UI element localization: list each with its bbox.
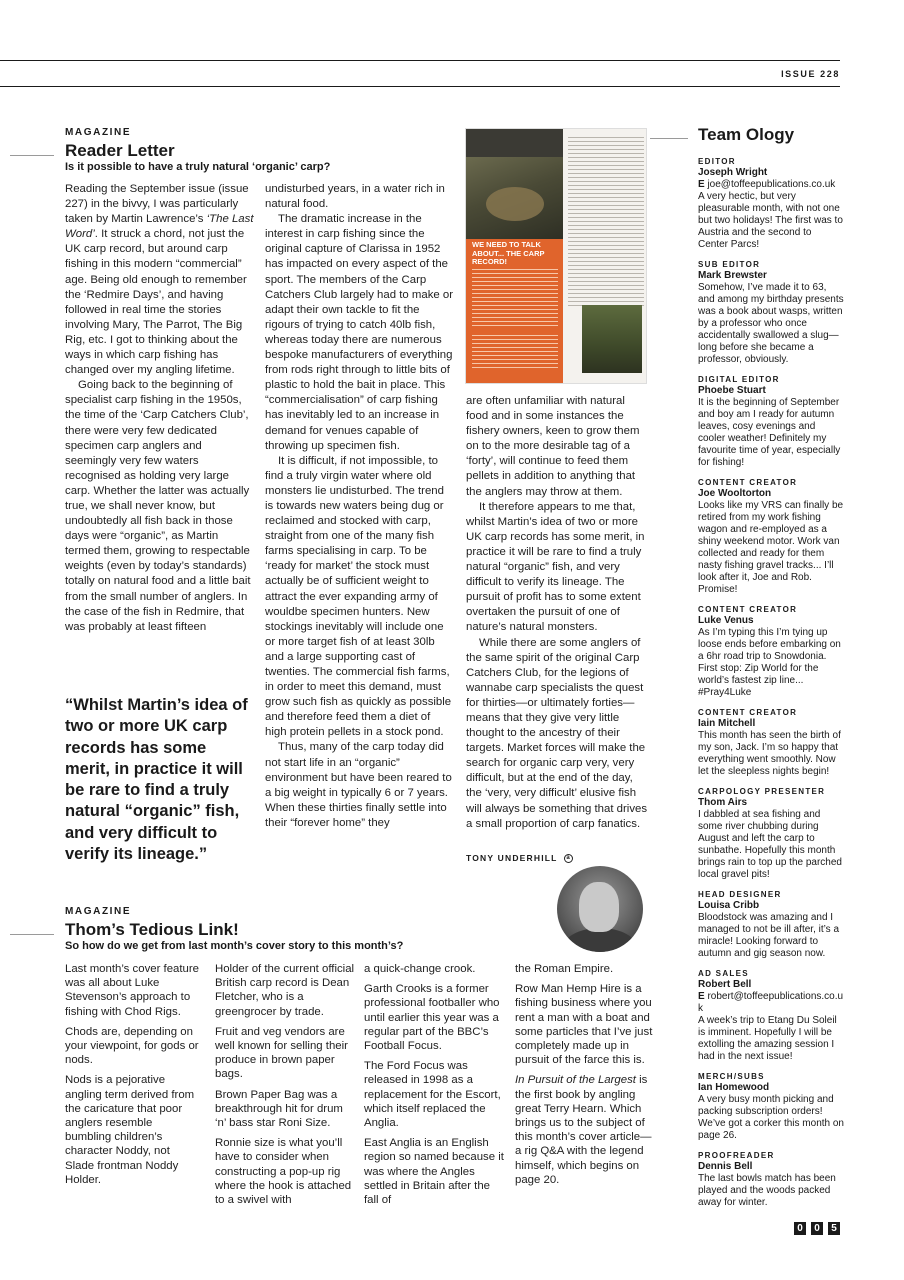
member-role: CONTENT CREATOR bbox=[698, 605, 798, 614]
thumbnail-header-bar bbox=[466, 129, 563, 157]
member-name: Joseph Wright bbox=[698, 167, 768, 178]
team-member bbox=[698, 604, 844, 699]
link-paragraph: Row Man Hemp Hire is a fishing business where you rent a man with a boat and some particles that I’ve just completely made up in pursuit of the farce this is. bbox=[515, 983, 653, 1067]
team-member bbox=[698, 477, 844, 596]
link-column-2 bbox=[215, 962, 355, 1213]
thumbnail-intro-text bbox=[472, 269, 558, 329]
reader-letter-column-1 bbox=[65, 182, 255, 635]
link-paragraph: Ronnie size is what you’ll have to consider when constructing a pop-up rig where the hook is attached to a swivel with bbox=[215, 1137, 352, 1207]
page-digit: 0 bbox=[794, 1222, 806, 1235]
pull-quote: “Whilst Martin’s idea of two or more UK carp records has some merit, in practice it will be rare to find a truly natural “organic” fish, and very difficult to verify its lineage.” bbox=[65, 696, 248, 864]
thumbnail-angler-photo bbox=[582, 305, 642, 373]
link-column-4 bbox=[515, 962, 653, 1193]
member-role: EDITOR bbox=[698, 157, 736, 166]
link-paragraph: Last month’s cover feature was all about Luke Stevenson’s approach to fishing with Chod Rigs. bbox=[65, 963, 200, 1018]
team-title: Team Ology bbox=[698, 125, 795, 144]
issue-number: ISSUE 228 bbox=[781, 69, 840, 79]
link-paragraph: Nods is a pejorative angling term derived from the caricature that poor anglers resemble bumbling children’s character Noddy, not Slade frontman Noddy Holder. bbox=[65, 1074, 195, 1186]
team-member bbox=[698, 259, 844, 366]
body-paragraph: Reading the September issue (issue 227) in the bivvy, I was particularly taken by Martin Lawrence’s ‘The Last Word’. It struck a chord, not just the UK carp record, but around carp fishing in this modern “commercial” age. Being old enough to remember the ‘Redmire Days’, and having followed in real time the stories involving Mary, The Parrot, The Big Rig, etc. I got to thinking about the ways in which carp fishing has changed over my angling lifetime. bbox=[65, 183, 254, 377]
link-column-3 bbox=[364, 962, 506, 1213]
member-bio: I dabbled at sea fishing and some river chubbing during August and left the carp to sunbathe. Hopefully this month brings rain to top up the parched local gravel pits! bbox=[698, 809, 842, 880]
section-marker-rule bbox=[10, 155, 54, 156]
link-kicker: MAGAZINE bbox=[65, 906, 132, 917]
link-paragraph: Chods are, depending on your viewpoint, for gods or nods. bbox=[65, 1025, 199, 1067]
thumbnail-body-text bbox=[472, 335, 558, 371]
member-name: Phoebe Stuart bbox=[698, 385, 766, 396]
body-paragraph: Going back to the beginning of specialist carp fishing in the 1950s, the time of the ‘Carp Catchers Club’, there were very few dedicated specimen carp anglers and seemingly very few waters recognised as holding very large carp. Whether the latter was actually true, we shall never know, but undoubtedly all fish back in those days were “organic”, as Martin termed them, growing to respectable weights (even by today’s standards) totally on natural food and a little bait from the small number of anglers. In the case of the fish in Redmire, that was probably at least fifteen bbox=[65, 379, 251, 633]
member-name: Dennis Bell bbox=[698, 1161, 753, 1172]
team-member bbox=[698, 786, 844, 881]
member-role: PROOFREADER bbox=[698, 1151, 775, 1160]
member-name: Thom Airs bbox=[698, 797, 748, 808]
thumbnail-pointer-rule bbox=[650, 138, 688, 139]
team-member bbox=[698, 968, 844, 1063]
reader-letter-standfirst: Is it possible to have a truly natural ‘organic’ carp? bbox=[65, 161, 331, 173]
member-bio: This month has seen the birth of my son, Jack. I’m so happy that everything went smoothly. Now let the sleepless nights begin! bbox=[698, 730, 841, 777]
member-role: CARPOLOGY PRESENTER bbox=[698, 787, 826, 796]
link-paragraph: East Anglia is an English region so named because it was where the Angles settled in Britain after the fall of bbox=[364, 1137, 504, 1207]
member-bio: It is the beginning of September and boy am I ready for autumn leaves, cosy evenings and cooler weather! Definitely my favourite time of year, especially for fishing! bbox=[698, 397, 841, 468]
member-name: Iain Mitchell bbox=[698, 718, 756, 729]
reader-letter-kicker: MAGAZINE bbox=[65, 127, 132, 138]
link-column-1 bbox=[65, 962, 200, 1193]
body-paragraph: It therefore appears to me that, whilst Martin’s idea of two or more UK carp records has some merit, in practice it will be rare to find a truly natural “organic” fish, and very difficult to verify its lineage. The pursuit of profit has to some extent overtaken the pursuit of one of nature’s natural monsters. bbox=[466, 500, 645, 634]
team-member bbox=[698, 1150, 844, 1209]
member-bio: A very busy month picking and packing subscription orders! We’ve got a corker this month on page 26. bbox=[698, 1094, 844, 1141]
page-number bbox=[794, 1222, 840, 1235]
member-name: Mark Brewster bbox=[698, 270, 767, 281]
link-title: Thom’s Tedious Link! bbox=[65, 920, 239, 939]
link-paragraph: Holder of the current official British carp record is Dean Fletcher, who is a greengrocer by trade. bbox=[215, 963, 355, 1018]
member-bio: Bloodstock was amazing and I managed to not be ill after, it’s a miracle! Looking forward to autumn and gig season now. bbox=[698, 912, 840, 959]
link-paragraph: the Roman Empire. bbox=[515, 963, 614, 975]
link-paragraph: The Ford Focus was released in 1998 as a replacement for the Escort, which itself replaced the Anglia. bbox=[364, 1060, 501, 1130]
byline: TONY UNDERHILL a bbox=[466, 853, 573, 863]
page-digit: 0 bbox=[811, 1222, 823, 1235]
member-name: Ian Homewood bbox=[698, 1082, 770, 1093]
member-bio: A very hectic, but very pleasurable month, with not one but two holidays! The first was to Austria and the second to Center Parcs! bbox=[698, 191, 843, 250]
avatar-face bbox=[579, 882, 619, 932]
member-name: Luke Venus bbox=[698, 615, 754, 626]
reader-letter-column-2 bbox=[265, 182, 454, 831]
body-paragraph: undisturbed years, in a water rich in natural food. bbox=[265, 183, 445, 211]
member-bio: Somehow, I’ve made it to 63, and among my birthday presents was a book about wasps, written by a professor who once accidentally swallowed a slug—long before she became a professor, obviously. bbox=[698, 282, 844, 365]
body-paragraph: It is difficult, if not impossible, to find a truly virgin water where old monsters lie undisturbed. The trend is towards new waters being dug or reclaimed and stocked with carp, straight from one of the many fish farms specialising in carp. To be ‘ready for market’ the stock must actually be of sufficient weight to attract the ever expanding army of wouldbe specimen hunters. New stockings inevitably will include one or more target fish of at least 30lb and a large supporting cast of twenties. The commercial fish farms, in order to meet this demand, must grow such fish as quickly as possible and therefore feed them a diet of high protein pellets in a stock pond. bbox=[265, 454, 452, 739]
member-bio: A week’s trip to Etang Du Soleil is imminent. Hopefully I will be extolling the amazing session I had in the next issue! bbox=[698, 1015, 837, 1062]
team-list bbox=[698, 156, 844, 1217]
body-paragraph: While there are some anglers of the same spirit of the original Carp Catchers Club, for the legions of wannabe carp specialists the quest for thirties—or ultimately forties—means that they give very little thought to the ancestry of their targets. Market forces will make the search for organic carp very, very difficult, but at the end of the day, the ‘very, very difficult’ elusive fish will always be something that drives a small proportion of carp fanatics. bbox=[466, 636, 648, 830]
member-name: Joe Wooltorton bbox=[698, 488, 772, 499]
thumbnail-carp-photo bbox=[466, 157, 563, 239]
member-role: MERCH/SUBS bbox=[698, 1072, 765, 1081]
body-paragraph: The dramatic increase in the interest in carp fishing since the original capture of Clarissa in 1952 has impacted on every aspect of the sport. The members of the Carp Catchers Club largely had to make or adapt their own tackle to fit the rigours of trying to catch 40lb fish, whereas today there are numerous bespoke manufacturers of everything from rods right through to little bits of plastic to hold the bait in place. This “commercialisation” of carp fishing has inevitably led to an increase in demand for venues capable of throwing up specimen fish. bbox=[265, 213, 454, 452]
author-avatar bbox=[557, 866, 643, 952]
section-marker-rule bbox=[10, 934, 54, 935]
member-bio: The last bowls match has been played and the woods packed away for winter. bbox=[698, 1173, 836, 1208]
member-role: DIGITAL EDITOR bbox=[698, 375, 780, 384]
thumbnail-column-text bbox=[568, 137, 644, 307]
team-member bbox=[698, 156, 844, 251]
link-paragraph: In Pursuit of the Largest is the first book by angling great Terry Hearn. Which brings us to the subject of this month’s cover article—a rig Q&A with the legend himself, which begins on page 20. bbox=[515, 1074, 652, 1186]
link-paragraph: Fruit and veg vendors are well known for selling their produce in brown paper bags. bbox=[215, 1025, 348, 1081]
team-member bbox=[698, 707, 844, 778]
team-member bbox=[698, 374, 844, 469]
link-standfirst: So how do we get from last month’s cover story to this month’s? bbox=[65, 940, 404, 952]
member-role: HEAD DESIGNER bbox=[698, 890, 782, 899]
member-name: Robert Bell bbox=[698, 979, 752, 990]
member-email[interactable]: E joe@toffeepublications.co.uk bbox=[698, 179, 836, 190]
top-rule bbox=[0, 60, 840, 61]
header-rule bbox=[0, 86, 840, 87]
link-paragraph: Garth Crooks is a former professional footballer who until earlier this year was a regular part of the BBC’s Football Focus. bbox=[364, 983, 500, 1053]
page-digit: 5 bbox=[828, 1222, 840, 1235]
member-role: AD SALES bbox=[698, 969, 749, 978]
link-paragraph: a quick-change crook. bbox=[364, 963, 476, 975]
body-paragraph: are often unfamiliar with natural food and in some instances the fishery owners, keen to grow them on to the more desirable tag of a ‘forty’, will continue to feed them pellets in addition to anything that the anglers may throw at them. bbox=[466, 395, 640, 498]
member-name: Louisa Cribb bbox=[698, 900, 760, 911]
previous-issue-page-thumbnail bbox=[465, 128, 647, 384]
team-member bbox=[698, 1071, 844, 1142]
team-member bbox=[698, 889, 844, 960]
body-paragraph: Thus, many of the carp today did not start life in an “organic” environment but have been reared to a big weight in typically 6 or 7 years. When these thirties finally settle into their “forever home” they bbox=[265, 741, 452, 829]
reader-letter-title: Reader Letter bbox=[65, 141, 175, 160]
link-paragraph: Brown Paper Bag was a breakthrough hit for drum ‘n’ bass star Roni Size. bbox=[215, 1088, 343, 1130]
end-mark-icon: a bbox=[564, 854, 573, 863]
thumbnail-headline: WE NEED TO TALK ABOUT... THE CARP RECORD! bbox=[472, 240, 545, 266]
member-email[interactable]: E robert@toffeepublications.co.uk bbox=[698, 991, 844, 1014]
reader-letter-column-3 bbox=[466, 394, 650, 832]
member-role: CONTENT CREATOR bbox=[698, 708, 798, 717]
member-bio: As I’m typing this I’m tying up loose ends before embarking on a 6hr road trip to Snowdonia. First stop: Zip World for the world’s fastest zip line... #Pray4Luke bbox=[698, 627, 841, 698]
member-role: CONTENT CREATOR bbox=[698, 478, 798, 487]
member-role: SUB EDITOR bbox=[698, 260, 761, 269]
member-bio: Looks like my VRS can finally be retired from my work fishing wagon and re-employed as a shiny weekend motor. Work van collected and ready for them nasty fishing gravel tracks... I’ll look after it, Joe and Rob. Promise! bbox=[698, 500, 844, 595]
